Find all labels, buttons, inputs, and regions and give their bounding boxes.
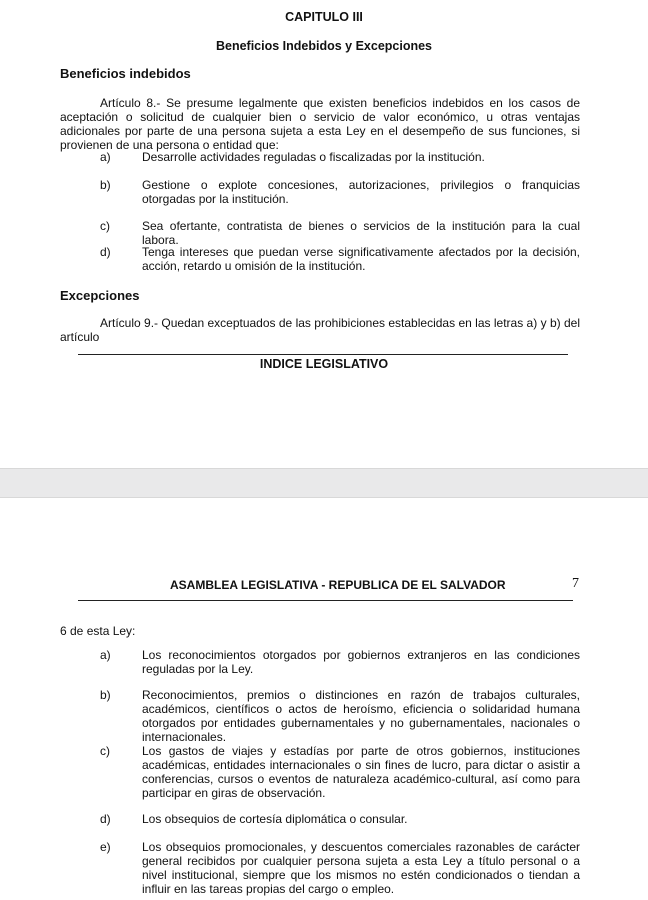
list-text: Reconocimientos, premios o distinciones en razón de trabajos culturales, académicos, científicos o actos de heroísmo, eficiencia o solidaridad humana otorgados por entidades gubernamentales y no gubernamentales, nacionales o internacionales.	[142, 688, 580, 744]
list-letter: a)	[100, 648, 111, 662]
page-separator	[0, 468, 648, 498]
header-rule	[78, 600, 573, 601]
list-letter: a)	[100, 150, 111, 164]
section-heading-beneficios: Beneficios indebidos	[60, 66, 191, 81]
list-text: Los obsequios de cortesía diplomática o consular.	[142, 812, 408, 826]
list-text: Los obsequios promocionales, y descuentos comerciales razonables de carácter general recibidos por cualquier persona sujeta a esta Ley a título personal o a nivel institucional, siempre que los mismos no estén condicionados o tiendan a influir en las tareas propias del cargo o empleo.	[142, 840, 580, 896]
chapter-subtitle: Beneficios Indebidos y Excepciones	[215, 39, 433, 53]
article-8-paragraph: Artículo 8.- Se presume legalmente que existen beneficios indebidos en los casos de aceptación o solicitud de cualquier bien o servicio de valor económico, u otras ventajas adicionales por parte de una persona sujeta a esta Ley en el desempeño de sus funciones, si provienen de una persona o entidad que:	[60, 96, 580, 152]
list-letter: b)	[100, 688, 111, 702]
article-9-paragraph: Artículo 9.- Quedan exceptuados de las prohibiciones establecidas en las letras a) y b) del artículo	[60, 316, 580, 344]
list-text: Gestione o explote concesiones, autorizaciones, privilegios o franquicias otorgadas por la institución.	[142, 178, 580, 206]
list-letter: c)	[100, 744, 110, 758]
list-text: Sea ofertante, contratista de bienes o servicios de la institución para la cual labora.	[142, 219, 580, 247]
list-letter: b)	[100, 178, 111, 192]
list-letter: e)	[100, 840, 111, 854]
chapter-title: CAPITULO III	[285, 10, 363, 24]
list-text: Los gastos de viajes y estadías por parte de otros gobiernos, instituciones académicas, entidades internacionales o sin fines de lucro, para dictar o asistir a conferencias, cursos o eventos de naturaleza académico-cultural, así como para participar en giras de observación.	[142, 744, 580, 800]
list-text: Los reconocimientos otorgados por gobiernos extranjeros en las condiciones reguladas por la Ley.	[142, 648, 580, 676]
list-text: Desarrolle actividades reguladas o fiscalizadas por la institución.	[142, 150, 485, 164]
list-letter: c)	[100, 219, 110, 233]
footer-rule	[78, 354, 568, 355]
list-letter: d)	[100, 245, 111, 259]
page-number: 7	[572, 576, 579, 591]
running-header: ASAMBLEA LEGISLATIVA - REPUBLICA DE EL SALVADOR	[170, 578, 506, 592]
section-heading-excepciones: Excepciones	[60, 288, 140, 303]
continuation-text: 6 de esta Ley:	[60, 624, 136, 638]
list-text: Tenga intereses que puedan verse significativamente afectados por la decisión, acción, retardo u omisión de la institución.	[142, 245, 580, 273]
footer-label: INDICE LEGISLATIVO	[259, 357, 389, 371]
list-letter: d)	[100, 812, 111, 826]
